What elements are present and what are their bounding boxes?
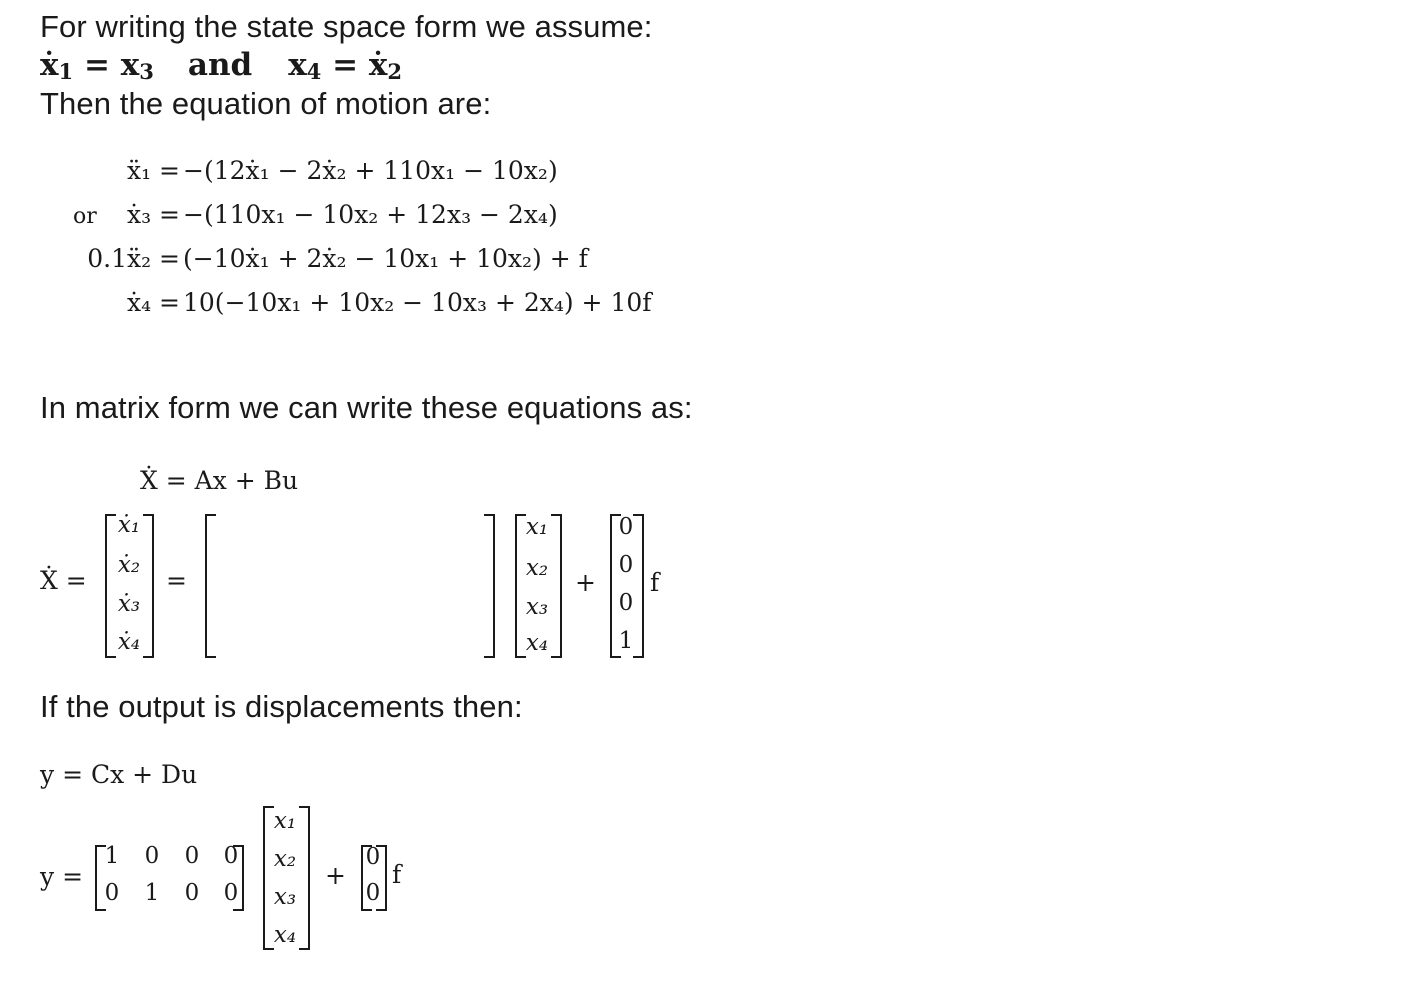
C-cell-2-3: 0 xyxy=(184,880,200,906)
assumption-eq1: = x xyxy=(73,47,140,83)
eq3-lhs: 0.1ẍ₂ = xyxy=(87,244,180,273)
xdot-4: ẋ₄ xyxy=(117,629,141,655)
C-cell-1-3: 0 xyxy=(184,843,200,869)
eq2-rhs: −(110x₁ − 10x₂ + 12x₃ − 2x₄) xyxy=(183,200,558,229)
x-1: x₁ xyxy=(525,514,549,540)
x2-3: x₃ xyxy=(273,884,297,910)
assumption-and: and xyxy=(187,47,253,83)
B-1: 0 xyxy=(618,514,634,540)
assumption-rhs2-sub: 2 xyxy=(387,58,403,84)
x-3: x₃ xyxy=(525,594,549,620)
eq4-rhs: 10(−10x₁ + 10x₂ − 10x₃ + 2x₄) + 10f xyxy=(183,288,652,317)
C-cell-2-2: 1 xyxy=(144,880,160,906)
assumption-lhs1-sub: 1 xyxy=(58,58,74,84)
C-cell-1-2: 0 xyxy=(144,843,160,869)
x2-1: x₁ xyxy=(273,808,297,834)
assumption-lhs2: x xyxy=(288,47,307,83)
C-cell-1-1: 1 xyxy=(104,843,120,869)
y-label: y = xyxy=(40,862,84,891)
eq2-prefix: or xyxy=(73,204,97,229)
equals-sign: = xyxy=(166,566,187,595)
xdot-3: ẋ₃ xyxy=(117,591,141,617)
plus-sign-2: + xyxy=(325,861,346,890)
eq3-rhs: (−10ẋ₁ + 2ẋ₂ − 10x₁ + 10x₂) + f xyxy=(183,244,588,273)
equations-block xyxy=(0,156,1418,326)
x-2: x₂ xyxy=(525,555,549,581)
eq2-lhs: ẋ₃ = xyxy=(126,200,180,229)
then-text: Then the equation of motion are: xyxy=(40,86,492,121)
xdot-label: Ẋ = xyxy=(40,566,87,595)
state-equation: Ẋ = Ax + Bu xyxy=(140,466,299,495)
eq4-lhs: ẋ₄ = xyxy=(126,288,180,317)
output-text: If the output is displacements then: xyxy=(40,689,523,724)
assumption-rhs1-sub: 3 xyxy=(139,58,154,84)
B-3: 0 xyxy=(618,590,634,616)
C-cell-2-1: 0 xyxy=(104,880,120,906)
A-bracket-left xyxy=(205,514,216,658)
x2-4: x₄ xyxy=(273,922,297,948)
output-equation: y = Cx + Du xyxy=(40,760,198,789)
D-2: 0 xyxy=(365,880,381,906)
D-1: 0 xyxy=(365,844,381,870)
x2-2: x₂ xyxy=(273,846,297,872)
xdot-1: ẋ₁ xyxy=(117,512,141,538)
f-symbol: f xyxy=(650,568,660,597)
assumption-line xyxy=(40,47,402,83)
eq1-rhs: −(12ẋ₁ − 2ẋ₂ + 110x₁ − 10x₂) xyxy=(183,156,558,185)
xdot-2: ẋ₂ xyxy=(117,552,141,578)
x-4: x₄ xyxy=(525,630,549,656)
matrix-text: In matrix form we can write these equations as: xyxy=(40,390,693,425)
C-cell-2-4: 0 xyxy=(223,880,239,906)
B-4: 1 xyxy=(618,628,634,654)
A-bracket-right xyxy=(484,514,495,658)
assumption-lhs1: ẋ xyxy=(40,47,59,83)
eq1-lhs: ẍ₁ = xyxy=(126,156,180,185)
assumption-eq2: = ẋ xyxy=(321,47,388,83)
assumption-lhs2-sub: 4 xyxy=(306,58,322,84)
intro-text: For writing the state space form we assume: xyxy=(40,9,653,44)
C-cell-1-4: 0 xyxy=(223,843,239,869)
plus-sign: + xyxy=(575,568,596,597)
f-symbol-2: f xyxy=(392,860,402,889)
B-2: 0 xyxy=(618,552,634,578)
